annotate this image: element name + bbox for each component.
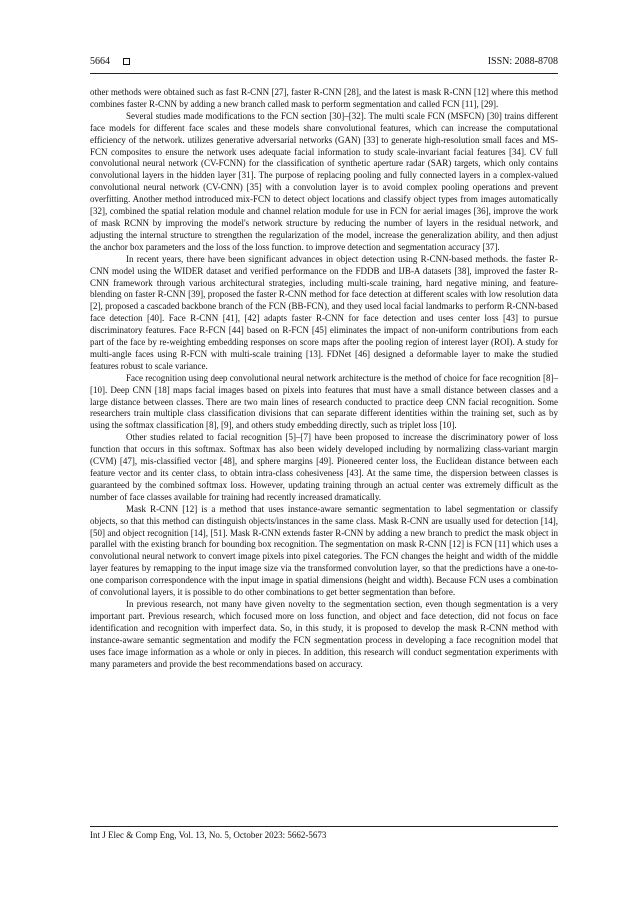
paragraph: Mask R-CNN [12] is a method that uses instance-aware semantic segmentation to label segmentation or classify objects, so that this method can distinguish objects/instances in the same class. Mask R-CNN are usually used for detection [14], [50] and object recognition [14], [51]. Mask R-CNN extends faster R-CNN by adding a new branch to predict the mask object in parallel with the existing branch for bounding box recognition. The segmentation on mask R-CNN [12] is FCN [11] which uses a convolutional neural network to convert image pixels into pixel categories. The FCN changes the height and width of the middle layer features by remapping to the input image size via the transformed convolution layer, so that the predictions have a one-to-one comparison correspondence with the input image in spatial dimensions (height and width). Because FCN uses a combination of convolutional layers, it is possible to do other combinations to get better segmentation than before.: [90, 503, 558, 598]
page-header: [90, 55, 558, 69]
body-text: [90, 87, 558, 670]
page-number: 5664: [90, 56, 110, 67]
paragraph: Several studies made modifications to the FCN section [30]–[32]. The multi scale FCN (MSFCN) [30] trains different face models for different face scales and these models share convolutional features, which can increase the computational efficiency of the network. utilizes generative adversarial networks (GAN) [33] to generate high-resolution small faces and MS-FCN composites to ensure the network uses adequate facial information to study scale-invariant facial features [34]. CV full convolutional neural network (CV-FCNN) for the classification of synthetic aperture radar (SAR) targets, which only contains convolutional layers in the hidden layer [31]. The purpose of replacing pooling and fully connected layers in a complex-valued convolutional neural network (CV-CNN) [35] with a convolution layer is to avoid complex pooling operations and prevent overfitting. Another method introduced mix-FCN to detect object locations and classify object types from images automatically [32], combined the spatial relation module and channel relation module for use in FCN for aerial images [36], improve the work of mask RCNN by improving the model's network structure by reducing the number of layers in the residual network, and adjusting the internal structure to strengthen the regularization of the model, increase the generalization ability, and then adjust the anchor box parameters and the loss of the loss function. to improve detection and segmentation accuracy [37].: [90, 110, 558, 252]
header-rule: [90, 73, 558, 74]
paragraph: In previous research, not many have given novelty to the segmentation section, even though segmentation is a very important part. Previous research, which focused more on loss function, and object and face detection, did not focus on face identification and recognition with imperfect data. So, in this study, it is proposed to develop the mask R-CNN method with instance-aware semantic segmentation and modify the FCN segmentation process in developing a face recognition model that uses face image information as a whole or only in pieces. In addition, this research will conduct segmentation experiments with many parameters and provide the best recommendations based on accuracy.: [90, 598, 558, 669]
issn-label: ISSN: 2088-8708: [487, 56, 558, 67]
paragraph: In recent years, there have been significant advances in object detection using R-CNN-based methods. the faster R-CNN model using the WIDER dataset and verified performance on the FDDB and IJB-A datasets [38], improved the faster R-CNN framework through various architectural strategies, including multi-scale training, hard negative mining, and feature-blending on faster R-CNN [39], proposed the faster R-CNN method for face detection at different scales with low resolution data [2], proposed a cascaded backbone branch of the FCN (BB-FCN), and they used local facial landmarks to perform R-CNN-based face detection [40]. Face R-CNN [41], [42] adapts faster R-CNN for face detection and uses center loss [43] to pursue discriminatory features. Face R-FCN [44] based on R-FCN [45] eliminates the impact of non-uniform contributions from each part of the face by re-weighting embedding responses on score maps after the pooling region of interest layer (ROI). A study for multi-angle faces using R-FCN with multi-scale training [13]. FDNet [46] designed a deformable layer to make the studied features robust to scale variance.: [90, 253, 558, 371]
footer-citation: Int J Elec & Comp Eng, Vol. 13, No. 5, October 2023: 5662-5673: [90, 830, 327, 840]
paragraph: Other studies related to facial recognition [5]–[7] have been proposed to increase the discriminatory power of loss function that occurs in this softmax. Softmax has also been widely developed including by normalizing class-variant margin (CVM) [47], mis-classified vector [48], and sphere margins [49]. Pioneered center loss, the Euclidean distance between each feature vector and its center class, to obtain intra-class cohesiveness [43]. At the same time, the dispersion between classes is guaranteed by the combined softmax loss. However, updating training through an actual center was extremely difficult as the number of face classes available for training had recently increased dramatically.: [90, 432, 558, 502]
square-icon: [123, 58, 130, 65]
footer-rule: [90, 826, 558, 827]
paragraph: Face recognition using deep convolutional neural network architecture is the method of choice for face recognition [8]–[10]. Deep CNN [18] maps facial images based on pixels into features that must have a small distance between classes and a large distance between classes. There are two main lines of research conducted to practice deep CNN facial recognition. Some researchers train multiple class classification divisions that can separate different identities within the training set, such as by using the softmax classification [8], [9], and others study embedding directly, such as triplet loss [10].: [90, 372, 558, 431]
paragraph: other methods were obtained such as fast R-CNN [27], faster R-CNN [28], and the latest is mask R-CNN [12] where this method combines faster R-CNN by adding a new branch called mask to perform segmentation and called FCN [11], [29].: [90, 87, 558, 109]
